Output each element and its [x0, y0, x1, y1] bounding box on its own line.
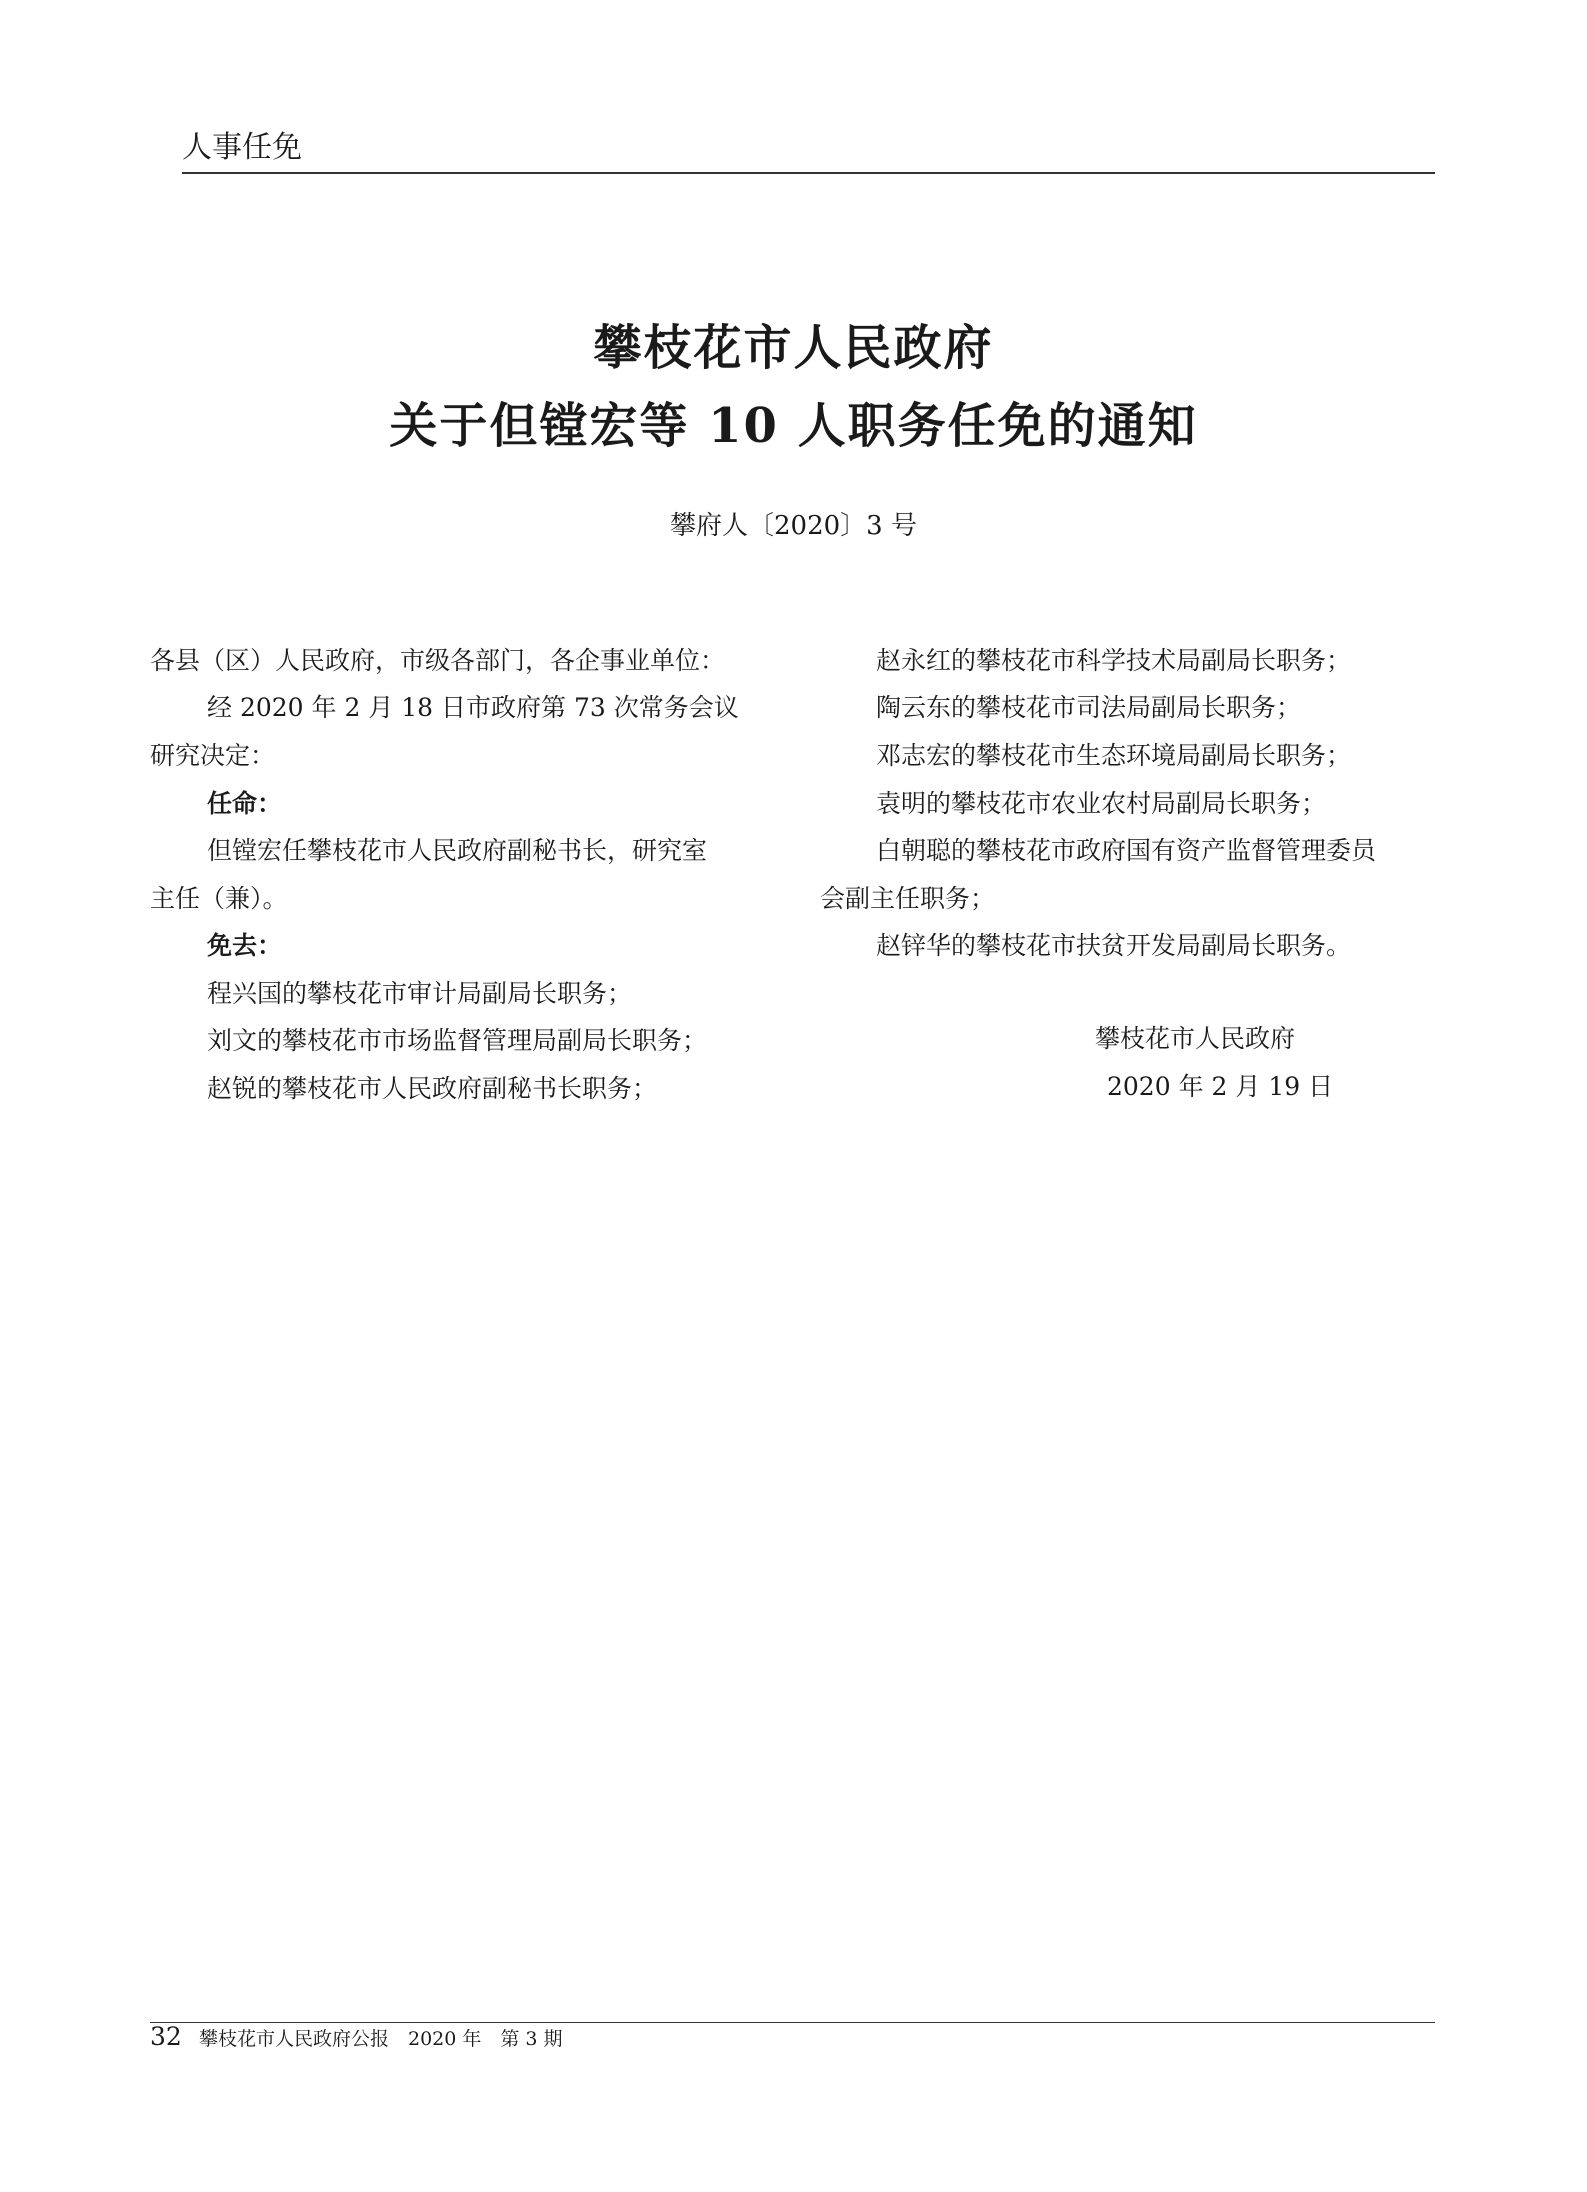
dismiss-item: 刘文的攀枝花市市场监督管理局副局长职务； — [207, 1026, 708, 1055]
publication-info: 攀枝花市人民政府公报 2020 年 第 3 期 — [199, 2028, 563, 2050]
intro-line-1: 经 2020 年 2 月 18 日市政府第 73 次常务会议 — [207, 693, 739, 722]
appoint-heading: 任命： — [207, 789, 283, 818]
dismiss-item: 袁明的攀枝花市农业农村局副局长职务； — [876, 789, 1327, 818]
document-number: 攀府人〔2020〕3 号 — [670, 511, 917, 541]
page-number: 32 — [150, 2022, 182, 2051]
signature-issuer: 攀枝花市人民政府 — [1095, 1024, 1296, 1053]
dismiss-item-continued: 会副主任职务； — [820, 884, 996, 913]
appoint-line-1: 但镗宏任攀枝花市人民政府副秘书长，研究室 — [207, 836, 708, 865]
dismiss-item: 赵锌华的攀枝花市扶贫开发局副局长职务。 — [876, 931, 1352, 960]
title-line-1: 攀枝花市人民政府 — [593, 320, 994, 376]
dismiss-heading: 免去： — [207, 931, 283, 960]
signature-date: 2020 年 2 月 19 日 — [1107, 1072, 1334, 1101]
footer-rule — [150, 2022, 1435, 2023]
addressee: 各县（区）人民政府，市级各部门，各企事业单位： — [150, 646, 726, 675]
appoint-line-2: 主任（兼）。 — [150, 884, 288, 913]
intro-line-2: 研究决定： — [150, 741, 276, 770]
title-line-2: 关于但镗宏等 10 人职务任免的通知 — [389, 398, 1198, 454]
header-rule — [182, 172, 1435, 174]
dismiss-item: 白朝聪的攀枝花市政府国有资产监督管理委员 — [876, 836, 1377, 865]
dismiss-item: 赵永红的攀枝花市科学技术局副局长职务； — [876, 646, 1352, 675]
dismiss-item: 程兴国的攀枝花市审计局副局长职务； — [207, 979, 633, 1008]
dismiss-item: 邓志宏的攀枝花市生态环境局副局长职务； — [876, 741, 1352, 770]
dismiss-item: 赵锐的攀枝花市人民政府副秘书长职务； — [207, 1074, 658, 1103]
dismiss-item: 陶云东的攀枝花市司法局副局长职务； — [876, 693, 1302, 722]
section-header: 人事任免 — [182, 130, 302, 165]
